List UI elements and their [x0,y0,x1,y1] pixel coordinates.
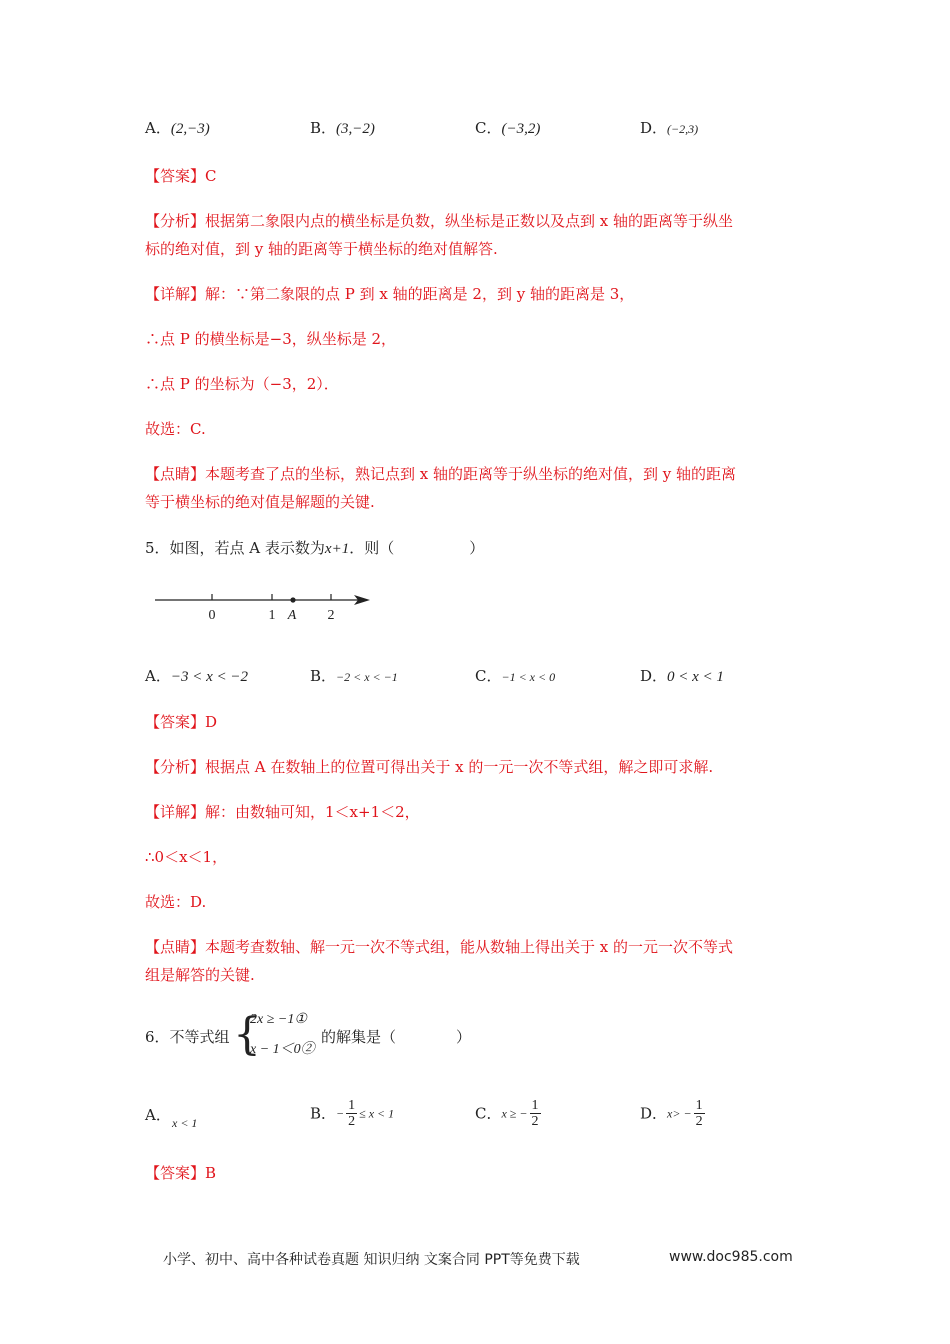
q4-detail-line-1: 【详解】解：∵第二象限的点 P 到 x 轴的距离是 2，到 y 轴的距离是 3， [145,285,635,303]
option-label: B． [310,1104,337,1123]
q6-option-b [310,1098,394,1129]
q5-stem-suffix: ．则（ ） [349,539,485,557]
option-label: A． [145,119,171,137]
q4-analysis-line-1: 【分析】根据第二象限内点的横坐标是负数，纵坐标是正数以及点到 x 轴的距离等于纵坐 [145,212,733,230]
option-pre: − [336,1106,345,1121]
q6-option-a [145,1105,171,1125]
q5-detail-line-3: 故选：D. [145,893,207,911]
footer-url: www.doc985.com [669,1249,793,1265]
option-value: −3 < x < −2 [170,669,248,685]
number-line-figure [150,588,380,628]
option-value: (−3,2) [501,121,541,137]
q5-analysis: 【分析】根据点 A 在数轴上的位置可得出关于 x 的一元一次不等式组，解之即可求解. [145,758,714,776]
q4-option-d [640,118,698,139]
q5-answer: 【答案】D [145,713,218,731]
q6-answer: 【答案】B [145,1164,217,1182]
q4-comment-line-1: 【点睛】本题考查了点的坐标，熟记点到 x 轴的距离等于纵坐标的绝对值，到 y 轴的距离 [145,465,737,483]
q4-detail-line-2: ∴点 P 的横坐标是−3，纵坐标是 2， [145,330,397,348]
option-label: C． [475,119,502,137]
q4-answer: 【答案】C [145,167,217,185]
q5-option-c [475,666,555,687]
q6-stem-suffix: 的解集是（ ） [321,1028,472,1046]
q5-option-d [640,666,724,687]
option-value: −1 < x < 0 [501,670,556,684]
q4-comment-line-2: 等于横坐标的绝对值是解题的关键. [145,493,375,511]
q6-option-c [475,1098,543,1129]
option-label: C． [475,667,502,685]
q4-detail-line-4: 故选：C. [145,420,206,438]
fraction-denominator: 2 [348,1114,356,1129]
q6-option-d [640,1098,707,1129]
q6-system-line-1: 2x ≥ −1① [250,1012,307,1027]
tick-label-1: 1 [268,608,276,623]
option-pre: x ≥ − [501,1106,528,1121]
point-a-dot [290,597,295,602]
q5-comment-line-1: 【点睛】本题考查数轴、解一元一次不等式组，能从数轴上得出关于 x 的一元一次不等式 [145,938,733,956]
option-value: 0 < x < 1 [667,669,724,685]
option-label: D． [640,667,668,685]
q5-stem [145,538,484,559]
option-label: A． [145,1106,171,1124]
q6-system-brace: { [233,1009,261,1060]
q6-stem-prefix: 6．不等式组 [145,1028,230,1046]
fraction-denominator: 2 [531,1114,539,1129]
q6-system-line-2: x − 1＜0② [250,1042,315,1057]
option-value: −2 < x < −1 [336,670,398,684]
q5-stem-prefix: 5．如图，若点 A 表示数为 [145,539,325,557]
q4-option-a [145,118,210,139]
point-a-label: A [287,608,297,623]
option-label: D． [640,1104,668,1123]
option-pre: x> − [667,1106,692,1121]
option-post: ≤ x < 1 [359,1106,395,1121]
q5-option-a [145,666,248,687]
q5-option-b [310,666,398,687]
q4-analysis-line-2: 标的绝对值，到 y 轴的距离等于横坐标的绝对值解答. [145,240,498,258]
footer-text: 小学、初中、高中各种试卷真题 知识归纳 文案合同 PPT等免费下载 [163,1252,580,1268]
q5-detail-line-2: ∴0＜x＜1， [145,848,228,866]
q5-stem-expr: x+1 [324,541,350,557]
option-value: (−2,3) [667,122,699,136]
fraction-numerator: 1 [348,1098,356,1113]
tick-label-0: 0 [208,608,216,623]
q4-option-c [475,118,540,139]
q5-detail-line-1: 【详解】解：由数轴可知，1＜x+1＜2， [145,803,420,821]
fraction [694,1098,705,1129]
option-label: B． [310,119,337,137]
q5-comment-line-2: 组是解答的关键. [145,966,255,984]
option-value: (3,−2) [336,121,375,137]
option-label: A． [145,667,171,685]
fraction-numerator: 1 [531,1098,539,1113]
option-value: (2,−3) [170,121,210,137]
q6-option-a-value: x < 1 [172,1116,198,1130]
option-label: B． [310,667,337,685]
q4-option-b [310,118,375,139]
fraction-denominator: 2 [695,1114,703,1129]
fraction [346,1098,357,1129]
fraction-numerator: 1 [695,1098,703,1113]
q4-detail-line-3: ∴点 P 的坐标为（−3，2）． [145,375,339,393]
option-label: D． [640,119,668,137]
tick-label-2: 2 [327,608,335,623]
option-label: C． [475,1104,502,1123]
fraction [530,1098,541,1129]
